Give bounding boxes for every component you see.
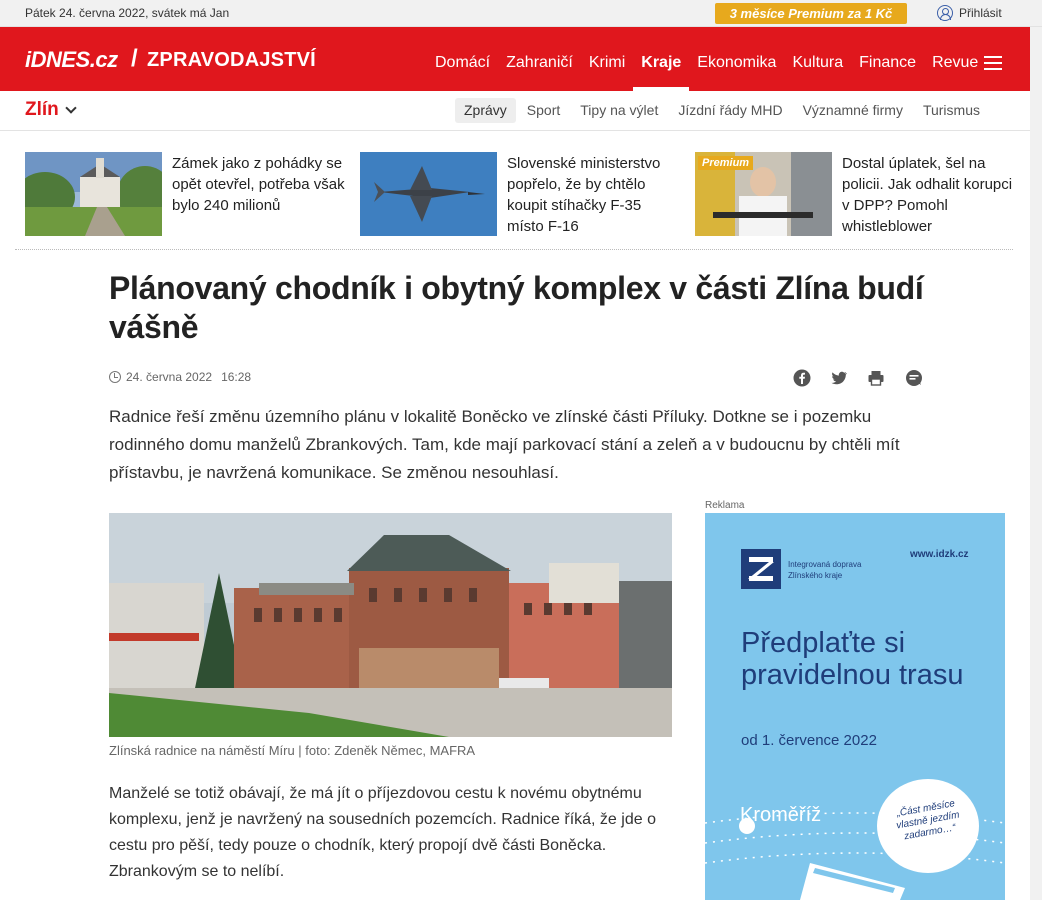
story-thumbnail-castle[interactable] bbox=[25, 152, 162, 236]
login-link[interactable] bbox=[937, 5, 1002, 21]
story-title[interactable]: Dostal úplatek, šel na policii. Jak odhalit korupci v DPP? Pomohl whistleblower bbox=[842, 155, 1013, 235]
ad-label: Reklama bbox=[705, 500, 745, 511]
premium-tag: Premium bbox=[698, 156, 753, 170]
print-icon[interactable] bbox=[867, 369, 885, 387]
logo-separator: / bbox=[131, 45, 138, 72]
subnav-sport[interactable]: Sport bbox=[526, 102, 561, 118]
nav-ekonomika[interactable]: Ekonomika bbox=[697, 54, 777, 71]
chevron-down-icon bbox=[65, 102, 76, 113]
ad-headline: Předplaťte si pravidelnou trasu bbox=[741, 627, 964, 691]
ad-url: www.idzk.cz bbox=[910, 549, 969, 560]
login-label: Přihlásit bbox=[959, 6, 1002, 20]
subnav-jizdni-rady[interactable]: Jízdní řády MHD bbox=[678, 102, 783, 118]
subnav-vyznamne-firmy[interactable]: Významné firmy bbox=[802, 102, 903, 118]
subnav-zpravy[interactable]: Zprávy bbox=[455, 98, 516, 123]
article-perex: Radnice řeší změnu územního plánu v lokalitě Boněcko ve zlínské části Příluky. Dotkne se i pozemku rodinného domu manželů Zbrankových. Tam, kde mají parkovací stání a zeleň a v budoucnu by chtěli mít přístavbu, je navržená komunikace. Se změnou nesouhlasí. bbox=[109, 407, 900, 482]
region-selector[interactable] bbox=[25, 99, 75, 121]
ad-banner[interactable] bbox=[705, 513, 1005, 900]
nav-finance[interactable]: Finance bbox=[859, 54, 917, 71]
nav-krimi[interactable]: Krimi bbox=[588, 54, 626, 71]
story-title[interactable]: Slovenské ministerstvo popřelo, že by chtělo koupit stíhačky F-35 místo F-16 bbox=[507, 155, 661, 235]
clock-icon bbox=[109, 371, 121, 383]
story-card[interactable] bbox=[360, 152, 680, 238]
main-nav bbox=[427, 27, 986, 91]
ad-city: Kroměříž bbox=[740, 804, 822, 826]
top-stories bbox=[25, 152, 1015, 238]
subnav-links bbox=[455, 98, 991, 123]
subnav-turismus[interactable]: Turismus bbox=[922, 102, 980, 118]
article-time: 16:28 bbox=[221, 370, 252, 384]
nav-revue[interactable]: Revue bbox=[932, 54, 979, 71]
site-logo[interactable]: iDNES.cz bbox=[25, 47, 118, 72]
date-nameday: Pátek 24. června 2022, svátek má Jan bbox=[25, 6, 230, 20]
page-scrollbar[interactable] bbox=[1030, 27, 1042, 900]
article-date: 24. června 2022 bbox=[126, 370, 213, 384]
divider bbox=[15, 249, 1013, 250]
ad-quote: „Část měsíce vlastně jezdím zadarmo…“ bbox=[895, 798, 961, 843]
main-header bbox=[0, 27, 1030, 91]
subnav-tipy-na-vylet[interactable]: Tipy na výlet bbox=[580, 102, 659, 118]
story-card[interactable] bbox=[695, 152, 1015, 238]
nav-kraje[interactable]: Kraje bbox=[633, 27, 689, 91]
ad-date: od 1. července 2022 bbox=[741, 732, 877, 749]
story-card[interactable] bbox=[25, 152, 345, 238]
facebook-share-icon[interactable] bbox=[793, 369, 811, 387]
nav-kultura[interactable]: Kultura bbox=[792, 54, 844, 71]
comments-icon[interactable] bbox=[905, 369, 923, 387]
hamburger-menu-icon[interactable] bbox=[984, 56, 1002, 70]
top-bar bbox=[0, 0, 1042, 27]
nav-zahranici[interactable]: Zahraničí bbox=[506, 54, 573, 71]
section-title[interactable]: ZPRAVODAJSTVÍ bbox=[147, 49, 316, 71]
article-headline: Plánovaný chodník i obytný komplex v části Zlína budí vášně bbox=[109, 270, 924, 345]
article-meta bbox=[109, 370, 251, 384]
ad-org: Integrovaná doprava Zlínského kraje bbox=[788, 560, 862, 580]
idzk-logo-icon bbox=[741, 549, 781, 589]
story-thumbnail-bus[interactable] bbox=[695, 152, 832, 236]
story-thumbnail-jet[interactable] bbox=[360, 152, 497, 236]
article-photo[interactable] bbox=[109, 513, 672, 737]
article-body: Manželé se totiž obávají, že má jít o příjezdovou cestu k novému obytnému komplexu, jenž je navržený na sousedních pozemcích. Radnice říká, že jde o cestu pro pěší, tedy pouze o chodník, který propojí dvě části Boněcka. Zbrankovým se to nelíbí. bbox=[109, 785, 656, 880]
region-subnav bbox=[0, 91, 1030, 131]
premium-promo-button[interactable]: 3 měsíce Premium za 1 Kč bbox=[715, 3, 907, 24]
nav-domaci[interactable]: Domácí bbox=[435, 54, 491, 71]
photo-caption: Zlínská radnice na náměstí Míru | foto: Zdeněk Němec, MAFRA bbox=[109, 743, 476, 758]
region-name: Zlín bbox=[25, 99, 59, 120]
story-title[interactable]: Zámek jako z pohádky se opět otevřel, potřeba však bylo 240 milionů bbox=[172, 155, 345, 214]
user-icon bbox=[937, 5, 953, 21]
twitter-share-icon[interactable] bbox=[830, 369, 848, 387]
